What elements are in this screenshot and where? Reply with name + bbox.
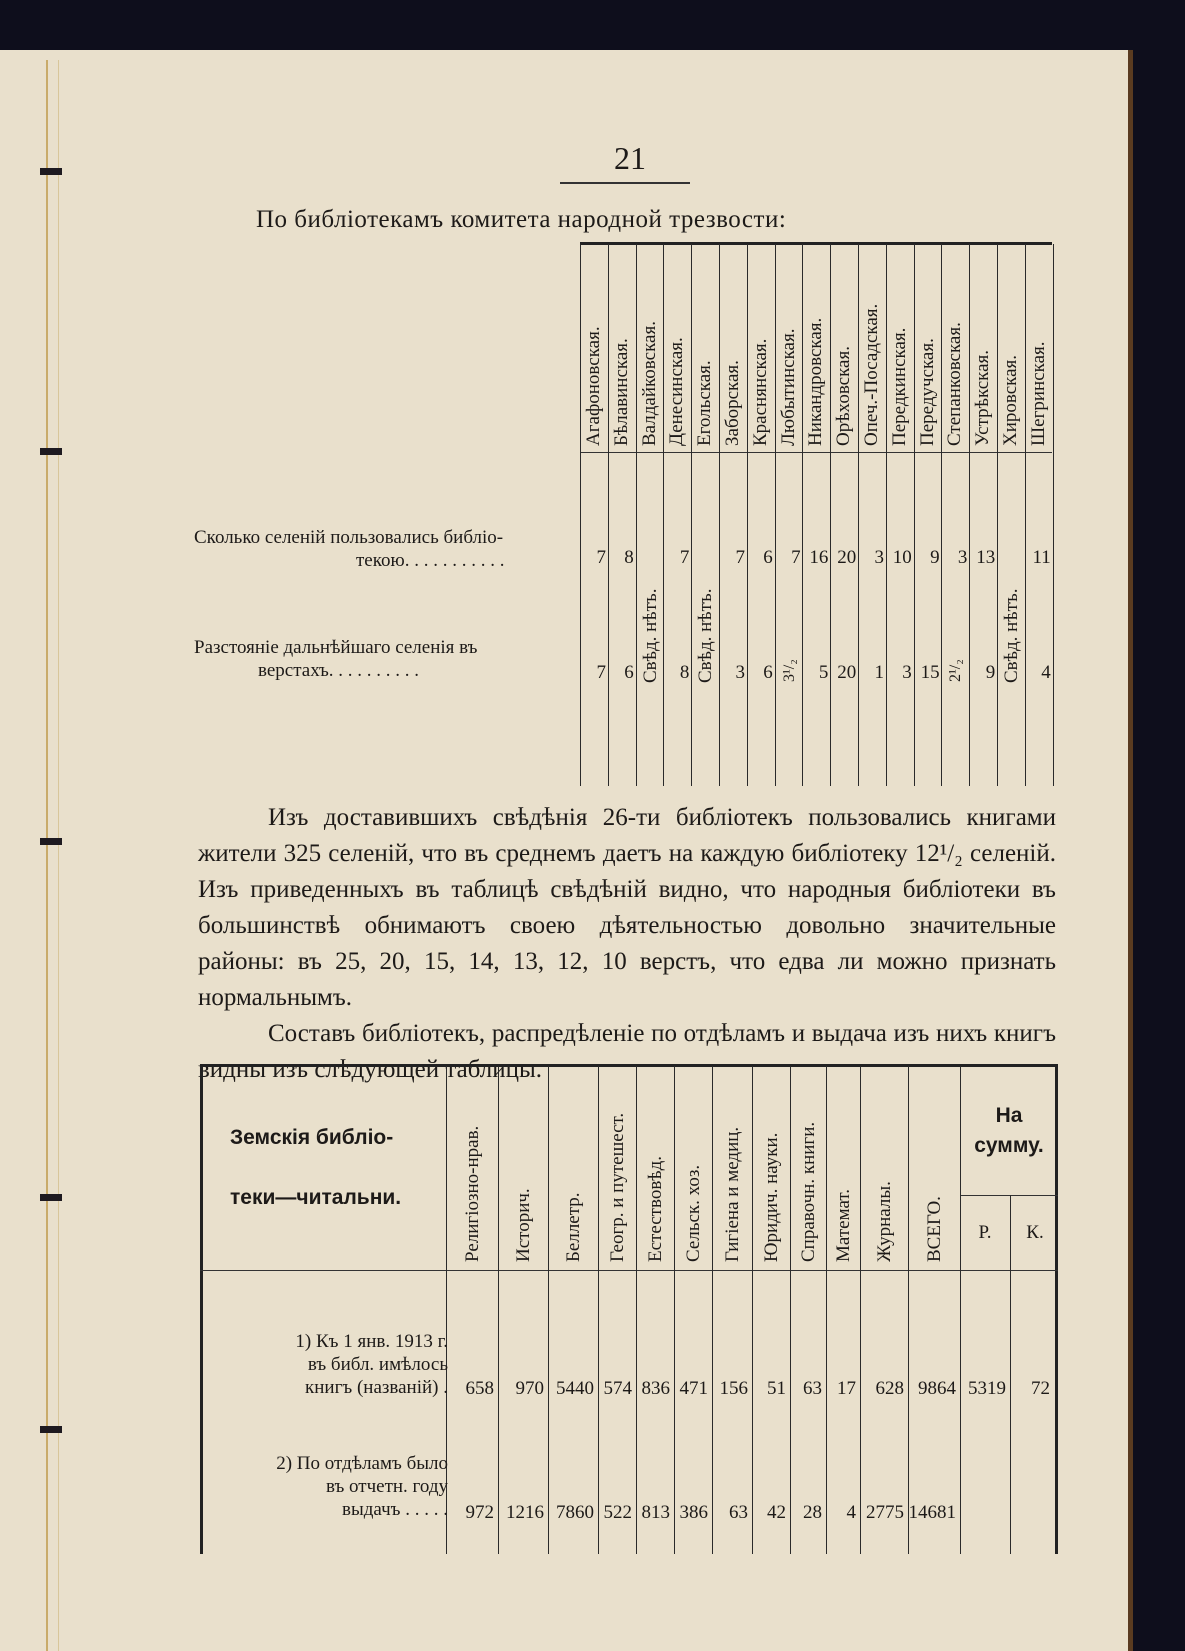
table2-column-line bbox=[826, 1066, 827, 1554]
table2-row2-value: 14681 bbox=[908, 1502, 956, 1523]
table2-row2-value: 972 bbox=[465, 1502, 494, 1523]
table1-column-header: Шегринская. bbox=[1027, 341, 1049, 446]
table2-column-header: Естествовѣд. bbox=[645, 1155, 666, 1262]
table2-column-header: Справочн. книги. bbox=[798, 1121, 819, 1262]
table1-column-header: Агафоновская. bbox=[583, 326, 604, 446]
paragraph-2: Составъ библіотекъ, распредѣленіе по отдѣламъ и выдача изъ нихъ книгъ видны изъ слѣдующей таблицы. bbox=[198, 1020, 1056, 1083]
table2-column-header: Гигіена и медиц. bbox=[722, 1126, 743, 1262]
table1-column-header: Хировская. bbox=[1000, 354, 1021, 446]
table2-column-line bbox=[498, 1066, 499, 1554]
table2-row1-label: въ библ. имѣлось bbox=[307, 1354, 448, 1375]
table1-row1-value: 8 bbox=[624, 547, 634, 568]
table1-row1-value: 7 bbox=[679, 547, 690, 568]
table2-row1-value: 156 bbox=[719, 1378, 748, 1399]
table2-row1-value: 5440 bbox=[556, 1378, 594, 1399]
table1-row2-label-b: верстахъ. . . . . . . . . . bbox=[258, 660, 420, 681]
table2-row1-value: 658 bbox=[465, 1378, 494, 1399]
table1-column-header: Краснянская. bbox=[749, 338, 771, 446]
table1-column-header: Устрѣкская. bbox=[972, 349, 994, 446]
table1-row2-value: 5 bbox=[818, 662, 829, 683]
table1-column-line bbox=[691, 244, 692, 786]
table1-column-line bbox=[775, 244, 776, 786]
table2-sum-header-line1: На bbox=[995, 1104, 1023, 1127]
table2-column-header: Юридич. науки. bbox=[761, 1132, 782, 1262]
table2-row1-value: 836 bbox=[641, 1378, 670, 1399]
table1-column-line bbox=[941, 244, 942, 786]
table2-row2-value: 42 bbox=[767, 1502, 786, 1523]
table1-title: По библіотекамъ комитета народной трезвости: bbox=[256, 206, 787, 233]
table1-row2-value: 2¹/₂ bbox=[947, 659, 965, 682]
table2-row1-value: 17 bbox=[837, 1378, 856, 1399]
table1-row2-label-a: Разстояніе дальнѣйшаго селенія въ bbox=[194, 637, 478, 658]
table2-row1-value: 574 bbox=[603, 1378, 632, 1399]
table1-row2-value: 20 bbox=[837, 662, 857, 683]
binding-stitch bbox=[40, 1194, 62, 1201]
table2-column-header: Геогр. и путешест. bbox=[607, 1112, 628, 1262]
table2-column-line bbox=[712, 1066, 713, 1554]
table1-row2-value: 3 bbox=[735, 662, 745, 683]
table1-row1-value: 10 bbox=[892, 547, 912, 568]
paragraph-1: Изъ доставившихъ свѣдѣнія 26-ти библіотекъ пользовались книгами жители 325 селеній, что въ среднемъ даетъ на каждую библіотеку 12¹/₂ селеній. Изъ приведенныхъ въ таблицѣ свѣдѣній видно, что народныя библіотеки въ большинствѣ обнимаютъ своею дѣятельностью довольно значительные районы: въ 25, 20, 15, 14, 13, 12, 10 верстъ, что едва ли можно признать нормальнымъ. bbox=[198, 804, 1056, 1011]
table2-column-line bbox=[598, 1066, 599, 1554]
table1-row1-value: 9 bbox=[930, 547, 940, 568]
table1-column-line bbox=[914, 244, 915, 786]
table1-row2-value: 8 bbox=[679, 662, 690, 683]
table1-row1-value: 13 bbox=[976, 547, 996, 568]
table1-top-rule bbox=[580, 242, 1052, 245]
body-text bbox=[198, 800, 1056, 1088]
page-number: 21 bbox=[614, 140, 646, 176]
table1-row2-value: 6 bbox=[624, 662, 634, 683]
table2-row2-label: выдачъ . . . . . bbox=[342, 1499, 448, 1520]
table2-sum-subheader-rule bbox=[960, 1195, 1058, 1196]
table2-label-line1: Земскія библіо- bbox=[230, 1126, 394, 1149]
table1-header-rule bbox=[580, 452, 1052, 453]
page-number-rule bbox=[560, 182, 690, 184]
table1-column-header: Передкинская. bbox=[888, 327, 910, 446]
table1-column-header: Передучская. bbox=[916, 338, 938, 446]
table1-column-line bbox=[802, 244, 803, 786]
table2-column-line bbox=[908, 1066, 909, 1554]
table2-column-line bbox=[752, 1066, 753, 1554]
table1-column-line bbox=[997, 244, 998, 786]
table1-column-line bbox=[608, 244, 609, 786]
table2-column-header: Религіозно-нрав. bbox=[462, 1125, 483, 1262]
table2-column-header: Математ. bbox=[833, 1188, 854, 1262]
table1-column-header: Опеч.-Посадская. bbox=[861, 303, 882, 446]
table1-no-data-label: Свѣд. нѣтъ. bbox=[1001, 588, 1022, 683]
table1-row1-label-b: текою. . . . . . . . . . . bbox=[356, 550, 505, 571]
table2-label-line2: теки—читальни. bbox=[230, 1186, 402, 1209]
table1-row2-value: 4 bbox=[1041, 662, 1051, 683]
table1-row1-value: 7 bbox=[735, 547, 745, 568]
table2-sum-kop: К. bbox=[1026, 1222, 1044, 1243]
table1-row1-value: 3 bbox=[874, 547, 884, 568]
table2-row2-value: 28 bbox=[803, 1502, 822, 1523]
table2-row2-value: 63 bbox=[729, 1502, 748, 1523]
table2-row2-label: въ отчетн. году bbox=[325, 1476, 448, 1497]
table2-row2-value: 813 bbox=[641, 1502, 670, 1523]
table2-column-line bbox=[674, 1066, 675, 1554]
table2-row1-value: 970 bbox=[515, 1378, 544, 1399]
binding-stitch bbox=[40, 168, 62, 175]
table1-column-header: Никандровская. bbox=[805, 317, 827, 446]
table2-column-line bbox=[636, 1066, 637, 1554]
table2-row2-label: 2) По отдѣламъ было bbox=[276, 1453, 448, 1474]
table1-row1-value: 7 bbox=[596, 547, 606, 568]
binding-stitch bbox=[40, 1426, 62, 1433]
table2-column-header: Историч. bbox=[513, 1188, 534, 1262]
table1-row1-value: 3 bbox=[957, 547, 968, 568]
table1-row2-value: 1 bbox=[874, 662, 884, 683]
table1-column-line bbox=[747, 244, 748, 786]
table1-row1-label-a: Сколько селеній пользовались библіо- bbox=[194, 527, 504, 548]
table2-row1-label: книгъ (названій) . bbox=[305, 1377, 448, 1398]
table2-sum-rub: Р. bbox=[978, 1222, 992, 1243]
table2-row2-value: 4 bbox=[846, 1502, 856, 1523]
table1-row1-value: 6 bbox=[763, 547, 773, 568]
table1-column-header: Егольская. bbox=[694, 360, 716, 446]
table1-column-line bbox=[580, 244, 581, 786]
table2-row1-value: 51 bbox=[767, 1378, 786, 1399]
table1-row1-value: 20 bbox=[837, 547, 857, 568]
binding-stitch bbox=[40, 448, 62, 455]
table1-row1-value: 7 bbox=[791, 547, 801, 568]
table2-row2-value: 2775 bbox=[866, 1502, 904, 1523]
table1-no-data-label: Свѣд. нѣтъ. bbox=[695, 588, 717, 683]
table1-row2-value: 7 bbox=[596, 662, 606, 683]
table2-column-line bbox=[790, 1066, 791, 1554]
book-binding bbox=[46, 60, 59, 1651]
table2-row1-value: 9864 bbox=[918, 1378, 956, 1399]
table1-row2-value: 3¹/₂ bbox=[780, 659, 798, 682]
table1-column-line bbox=[663, 244, 664, 786]
table1-column-line bbox=[719, 244, 720, 786]
table1-row2-value: 9 bbox=[985, 662, 996, 683]
table1-row2-value: 6 bbox=[763, 662, 773, 683]
table1-column-header: Любытинская. bbox=[777, 328, 799, 446]
table1-row2-value: 3 bbox=[902, 662, 912, 683]
table1-column-line bbox=[886, 244, 887, 786]
table2-sum-header-line2: сумму. bbox=[974, 1134, 1044, 1157]
table2-header-rule bbox=[200, 1270, 1058, 1271]
table2-column-header: Беллетр. bbox=[563, 1192, 584, 1262]
table1-column-header: Орѣховская. bbox=[833, 346, 855, 446]
table2-column-line bbox=[548, 1066, 549, 1554]
table1-column-header: Бѣлавинская. bbox=[610, 338, 632, 446]
table1-column-header: Степанковская. bbox=[944, 322, 966, 446]
table2-row2-value: 386 bbox=[679, 1502, 708, 1523]
table2-column-line bbox=[860, 1066, 861, 1554]
table2-row1-value: 471 bbox=[679, 1378, 708, 1399]
table2-column-header: ВСЕГО. bbox=[924, 1196, 945, 1262]
table2-row2-value: 522 bbox=[603, 1502, 632, 1523]
binding-stitch bbox=[40, 838, 62, 845]
table2-row1-value: 63 bbox=[803, 1378, 822, 1399]
table2-row1-value: 628 bbox=[875, 1378, 904, 1399]
table1-column-line bbox=[858, 244, 859, 786]
table2-row2-value: 1216 bbox=[506, 1502, 544, 1523]
table2-column-header: Журналы. bbox=[874, 1181, 895, 1262]
table2-column-header: Сельск. хоз. bbox=[683, 1164, 704, 1262]
table1-column-header: Денесинская. bbox=[666, 337, 688, 446]
table2-row1-label: 1) Къ 1 янв. 1913 г. bbox=[295, 1331, 448, 1352]
table1-row1-value: 16 bbox=[809, 547, 829, 568]
table1-column-line bbox=[636, 244, 637, 786]
table2-row2-value: 7860 bbox=[556, 1502, 594, 1523]
table1-row1-value: 11 bbox=[1032, 547, 1051, 568]
table2-column-line bbox=[1010, 1195, 1011, 1554]
table2-row1-value: 5319 bbox=[968, 1378, 1006, 1399]
table2-row1-value: 72 bbox=[1031, 1378, 1050, 1399]
table1-column-line bbox=[1025, 244, 1026, 786]
table1-column-line bbox=[1053, 244, 1054, 786]
table1-column-header: Валдайковская. bbox=[638, 321, 660, 446]
table1-no-data-label: Свѣд. нѣтъ. bbox=[639, 588, 661, 683]
table2-column-line bbox=[960, 1066, 961, 1554]
table1-column-header: Заборская. bbox=[722, 360, 743, 446]
table1-row2-value: 15 bbox=[920, 662, 940, 683]
table1-column-line bbox=[830, 244, 831, 786]
table1-column-line bbox=[969, 244, 970, 786]
